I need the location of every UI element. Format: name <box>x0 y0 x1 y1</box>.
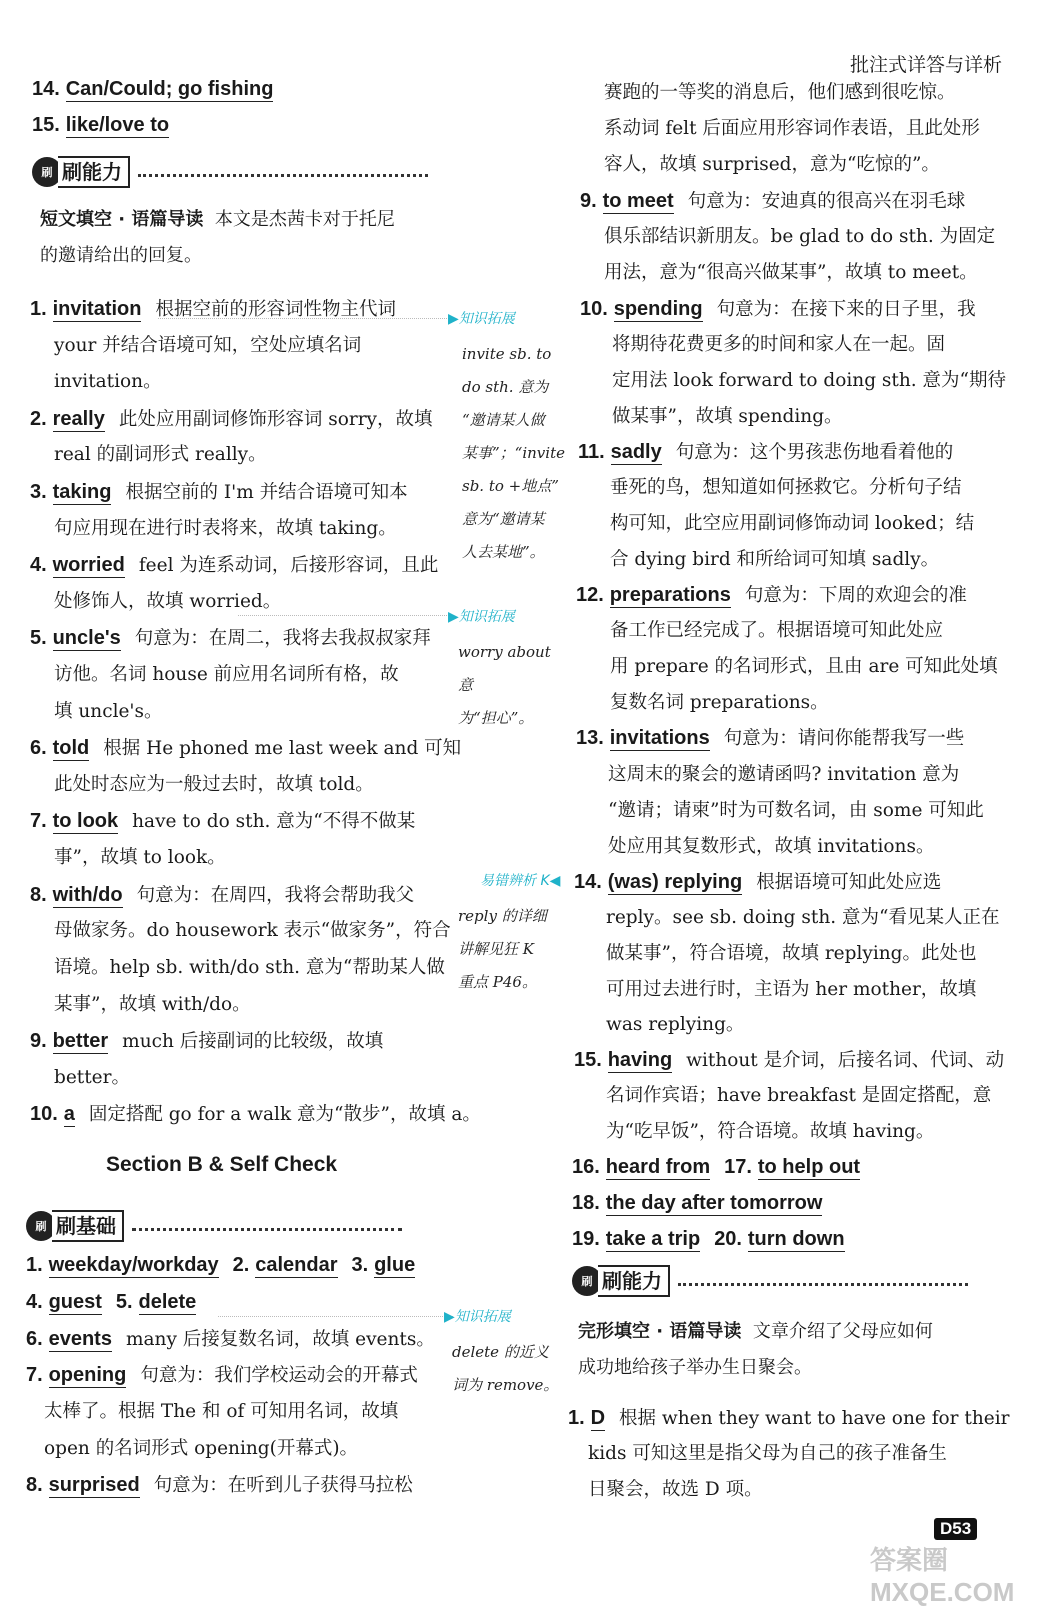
item-8: 8. with/do 句意为：在周四，我将会帮助我父 <box>30 884 415 906</box>
badge-icon: 刷 <box>32 157 62 187</box>
item-r12: 12. preparations 句意为：下周的欢迎会的准 <box>576 584 967 606</box>
item-r11-text: 构可知，此空应用副词修饰动词 looked；结 <box>610 513 975 534</box>
item-r14-text: 可用过去进行时，主语为 her mother，故填 <box>606 979 977 1000</box>
item-r14: 14. (was) replying 根据语境可知此处应选 <box>574 871 942 893</box>
item-r11-text: 合 dying bird 和所给词可知填 sadly。 <box>610 549 940 570</box>
item-r13-text: 处应用其复数形式，故填 invitations。 <box>608 836 935 857</box>
item-r11-text: 垂死的鸟，想知道如何拯救它。分析句子结 <box>610 477 962 498</box>
watermark: 答案圈 MXQE.COM <box>870 1545 1015 1607</box>
item-6: 6. told 根据 He phoned me last week and 可知 <box>30 737 462 759</box>
section-badge-basics: 刷 刷基础 <box>26 1209 402 1243</box>
knowledge-tip-label: ▶知识拓展 <box>448 609 515 625</box>
item-c1: 1. D 根据 when they want to have one for their <box>568 1407 1010 1429</box>
item-r15-text: 为“吃早饭”，符合语境。故填 having。 <box>606 1121 935 1142</box>
passage-intro-2: 完形填空 · 语篇导读 文章介绍了父母应如何 成功地给孩子举办生日聚会。 <box>578 1321 933 1378</box>
item-1-text: your 并结合语境可知，空处应填名词 <box>54 335 362 356</box>
item-5: 5. uncle's 句意为：在周二，我将去我叔叔家拜 <box>30 627 431 649</box>
error-tip: reply 的详细 讲解见狂 K 重点 P46。 <box>458 907 547 991</box>
item-r13-text: 这周末的聚会的邀请函吗? invitation 意为 <box>608 764 960 785</box>
item-r14-text: was replying。 <box>606 1014 745 1035</box>
basics-7-text: open 的名词形式 opening(开幕式)。 <box>44 1438 359 1459</box>
item-c1-text: kids 可知这里是指父母为自己的孩子准备生 <box>588 1443 947 1464</box>
item-r13-text: “邀请；请柬”时为可数名词，由 some 可知此 <box>608 800 984 821</box>
item-r15: 15. having without 是介词，后接名词、代词、动 <box>574 1049 1005 1071</box>
section-badge-ability-2: 刷 刷能力 <box>572 1264 968 1298</box>
item-6-text: 此处时态应为一般过去时，故填 told。 <box>54 774 374 795</box>
item-9: 9. better much 后接副词的比较级，故填 <box>30 1030 384 1052</box>
continued-text: 赛跑的一等奖的消息后，他们感到很吃惊。 <box>604 82 956 103</box>
item-r9: 9. to meet 句意为：安迪真的很高兴在羽毛球 <box>580 190 966 212</box>
knowledge-tip-2: worry about 意 为“担心”。 <box>458 643 551 727</box>
item-8-text: 母做家务。do housework 表示“做家务”，符合 <box>54 920 451 941</box>
answer-15: 15. like/love to <box>32 114 170 136</box>
item-r11: 11. sadly 句意为：这个男孩悲伤地看着他的 <box>578 441 954 463</box>
item-r12-text: 用 prepare 的名词形式，且由 are 可知此处填 <box>610 656 998 677</box>
item-2-text: real 的副词形式 really。 <box>54 444 267 465</box>
basics-7: 7. opening 句意为：我们学校运动会的开幕式 <box>26 1364 418 1386</box>
item-4-text: 处修饰人，故填 worried。 <box>54 591 282 612</box>
basics-7-text: 太棒了。根据 The 和 of 可知用名词，故填 <box>44 1401 399 1422</box>
continued-text: 系动词 felt 后面应用形容词作表语，且此处形 <box>604 118 980 139</box>
knowledge-tip-label: ▶知识拓展 <box>448 311 515 327</box>
basics-1-3: 1. weekday/workday 2. calendar 3. glue <box>26 1254 416 1276</box>
item-2: 2. really 此处应用副词修饰形容词 sorry，故填 <box>30 408 433 430</box>
item-8-text: 某事”，故填 with/do。 <box>54 994 251 1015</box>
annotation-leader <box>218 1316 453 1317</box>
annotation-leader <box>158 318 453 319</box>
item-5-text: 填 uncle's。 <box>54 701 163 722</box>
item-7-text: 事”，故填 to look。 <box>54 847 226 868</box>
answer-14: 14. Can/Could; go fishing <box>32 78 274 100</box>
item-3-text: 句应用现在进行时表将来，故填 taking。 <box>54 518 397 539</box>
items-r16-17: 16. heard from 17. to help out <box>572 1156 861 1178</box>
badge-icon: 刷 <box>26 1211 56 1241</box>
knowledge-tip-label: ▶知识拓展 <box>444 1309 511 1325</box>
item-r18: 18. the day after tomorrow <box>572 1192 823 1214</box>
annotation-leader <box>238 615 453 616</box>
page-number: D53 <box>934 1518 977 1540</box>
continued-text: 容人，故填 surprised，意为“吃惊的”。 <box>604 154 940 175</box>
knowledge-tip-1: invite sb. to do sth. 意为 “邀请某人做 某事”；“invite sb. to +地点” 意为“邀请某 人去某地”。 <box>462 345 565 561</box>
badge-icon: 刷 <box>572 1266 602 1296</box>
item-9-text: better。 <box>54 1067 130 1088</box>
item-4: 4. worried feel 为连系动词，后接形容词，且此 <box>30 554 439 576</box>
error-tip-label: 易错辨析 K◀ <box>480 873 561 889</box>
dotted-divider <box>138 174 428 177</box>
items-r19-20: 19. take a trip 20. turn down <box>572 1228 845 1250</box>
item-r13: 13. invitations 句意为：请问你能帮我写一些 <box>576 727 965 749</box>
passage-intro: 短文填空 · 语篇导读 本文是杰茜卡对于托尼 的邀请给出的回复。 <box>40 209 395 266</box>
item-r12-text: 备工作已经完成了。根据语境可知此处应 <box>610 620 944 641</box>
item-r10-text: 定用法 look forward to doing sth. 意为“期待 <box>612 370 1006 391</box>
item-7: 7. to look have to do sth. 意为“不得不做某 <box>30 810 416 832</box>
item-r10: 10. spending 句意为：在接下来的日子里，我 <box>580 298 976 320</box>
item-1: 1. invitation 根据空前的形容词性物主代词 <box>30 298 396 320</box>
item-r9-text: 俱乐部结识新朋友。be glad to do sth. 为固定 <box>604 226 996 247</box>
item-r9-text: 用法，意为“很高兴做某事”，故填 to meet。 <box>604 262 978 283</box>
item-c1-text: 日聚会，故选 D 项。 <box>588 1479 763 1500</box>
dotted-divider <box>678 1283 968 1286</box>
dotted-divider <box>132 1228 402 1231</box>
section-badge-ability: 刷 刷能力 <box>32 155 428 189</box>
page-header: 批注式详答与详析 <box>849 54 1002 76</box>
item-r10-text: 做某事”，故填 spending。 <box>612 406 843 427</box>
item-r14-text: reply。see sb. doing sth. 意为“看见某人正在 <box>606 907 1000 928</box>
item-r14-text: 做某事”，符合语境，故填 replying。此处也 <box>606 943 977 964</box>
item-3: 3. taking 根据空前的 I'm 并结合语境可知本 <box>30 481 408 503</box>
section-title: Section B & Self Check <box>106 1153 338 1176</box>
item-10: 10. a 固定搭配 go for a walk 意为“散步”，故填 a。 <box>30 1103 481 1125</box>
item-5-text: 访他。名词 house 前应用名词所有格，故 <box>54 664 399 685</box>
basics-8: 8. surprised 句意为：在听到儿子获得马拉松 <box>26 1474 413 1496</box>
basics-4-5: 4. guest 5. delete <box>26 1291 197 1313</box>
basics-6: 6. events many 后接复数名词，故填 events。 <box>26 1328 435 1350</box>
knowledge-tip-4: delete 的近义 词为 remove。 <box>452 1343 559 1394</box>
item-r15-text: 名词作宾语；have breakfast 是固定搭配，意 <box>606 1085 992 1106</box>
item-r12-text: 复数名词 preparations。 <box>610 692 829 713</box>
item-1-text: invitation。 <box>54 371 162 392</box>
item-r10-text: 将期待花费更多的时间和家人在一起。固 <box>612 334 946 355</box>
item-8-text: 语境。help sb. with/do sth. 意为“帮助某人做 <box>54 957 445 978</box>
